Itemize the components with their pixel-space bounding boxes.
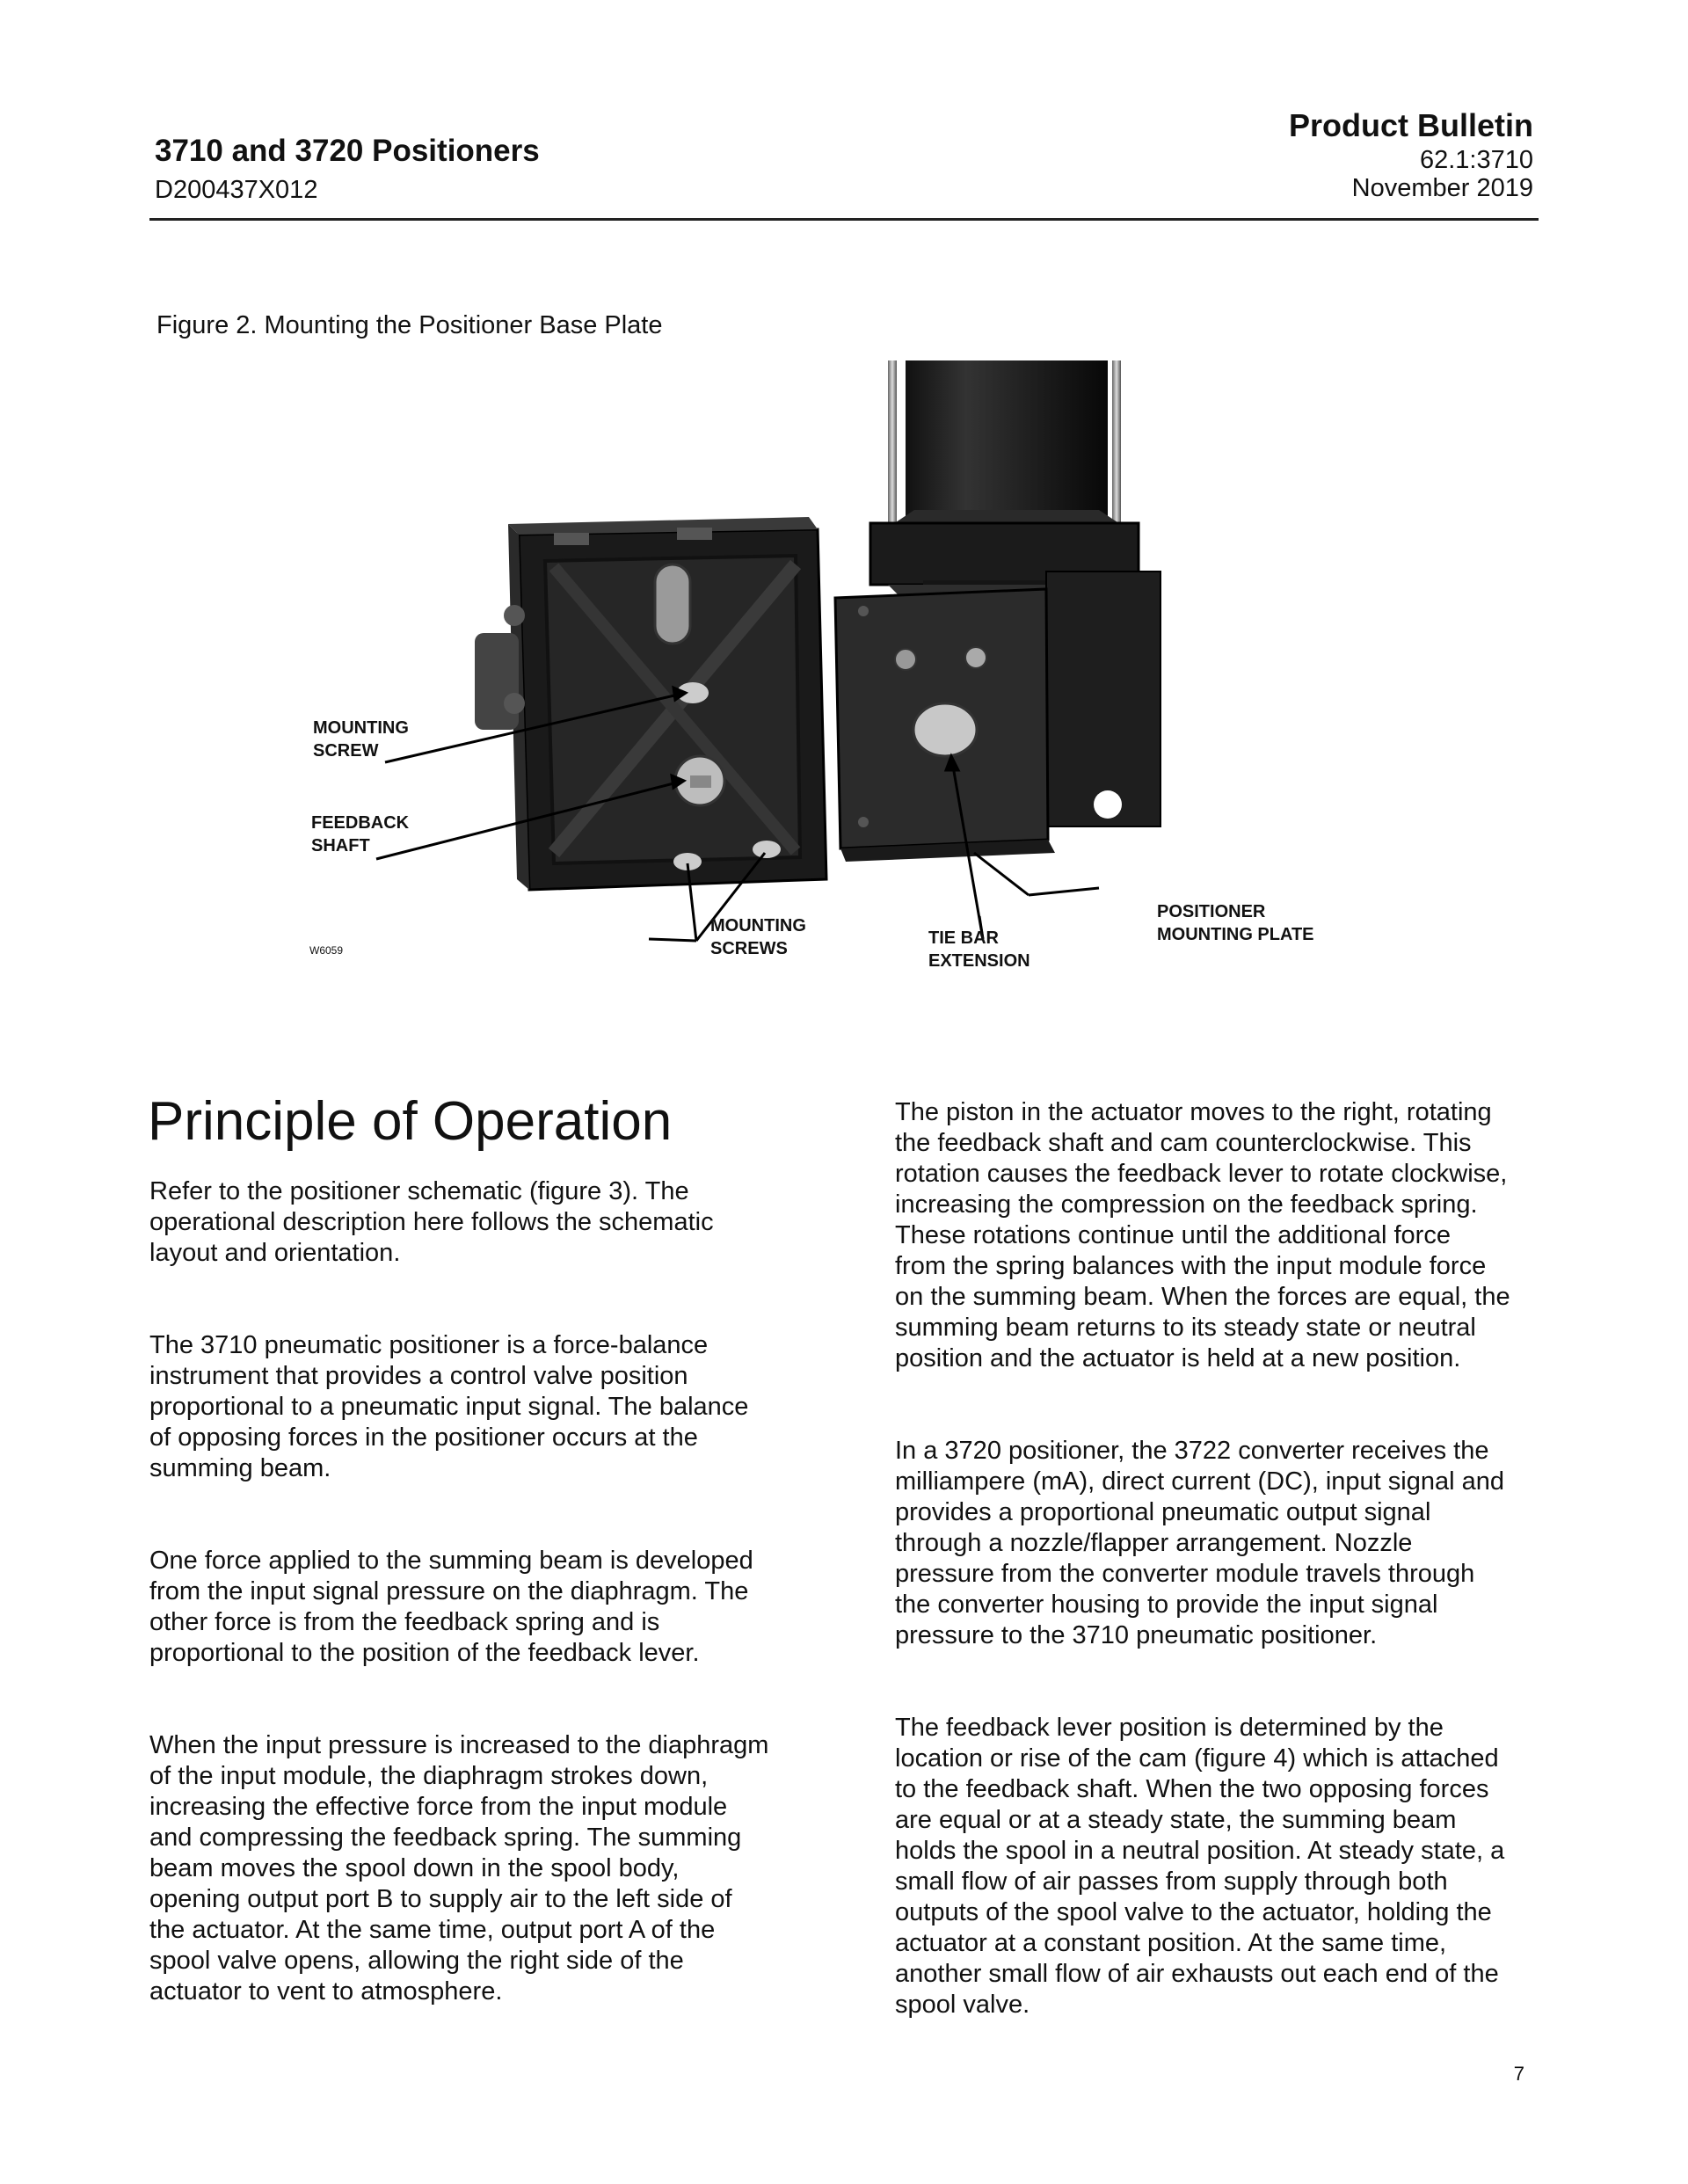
page-number: 7 bbox=[1513, 2063, 1524, 2085]
callout-mounting-screw: MOUNTING SCREW bbox=[313, 718, 409, 761]
paragraph: One force applied to the summing beam is developed from the input signal pressure on the diaphragm. The other force is from the feedback spring and is proportional to the position of the feedback lever. bbox=[149, 1547, 753, 1667]
figure-caption: Figure 2. Mounting the Positioner Base Plate bbox=[156, 311, 663, 339]
paragraph: Refer to the positioner schematic (figure 3). The operational description here follows the schematic layout and orientation. bbox=[149, 1177, 714, 1267]
paragraph: The piston in the actuator moves to the right, rotating the feedback shaft and cam counterclockwise. This rotation causes the feedback lever to rotate clockwise, increasing the compression on the feedback spring. These rotations continue until the additional force from the spring balances with the input module force on the summing beam. When the forces are equal, the summing beam returns to its steady state or neutral position and the actuator is held at a new position. bbox=[895, 1098, 1510, 1372]
section-title: Principle of Operation bbox=[148, 1091, 673, 1152]
figure-code: W6059 bbox=[309, 944, 344, 957]
callout-mounting-screws: MOUNTING SCREWS bbox=[710, 916, 806, 958]
left-column bbox=[149, 1176, 818, 2069]
callout-feedback-shaft: FEEDBACK SHAFT bbox=[311, 813, 410, 855]
paragraph: In a 3720 positioner, the 3722 converter receives the milliampere (mA), direct current (DC), input signal and provides a proportional pneumatic output signal through a nozzle/flapper arrangement. Nozzle pressure from the converter module travels through the converter housing to provide the input signal pressure to the 3710 pneumatic positioner. bbox=[895, 1437, 1504, 1649]
paragraph: When the input pressure is increased to the diaphragm of the input module, the diaphragm strokes down, increasing the effective force from the input module and compressing the feedback spring. The summing beam moves the spool down in the spool body, opening output port B to supply air to the left side of the actuator. At the same time, output port A of the spool valve opens, allowing the right side of the actuator to vent to atmosphere. bbox=[149, 1731, 769, 2006]
paragraph: The 3710 pneumatic positioner is a force-balance instrument that provides a control valve position proportional to a pneumatic input signal. The balance of opposing forces in the positioner occurs at the summing beam. bbox=[149, 1331, 749, 1482]
figure-mounting-photo bbox=[290, 360, 1380, 994]
header-divider bbox=[149, 218, 1539, 221]
document-title: 3710 and 3720 Positioners bbox=[155, 134, 540, 168]
actuator-illustration bbox=[835, 360, 1160, 862]
base-plate-illustration bbox=[475, 517, 826, 890]
bulletin-date: November 2019 bbox=[1351, 174, 1533, 202]
callout-tie-bar-extension: TIE BAR EXTENSION bbox=[928, 928, 1030, 971]
bulletin-type: Product Bulletin bbox=[1289, 107, 1533, 143]
right-column bbox=[895, 1097, 1546, 2082]
figure-illustration bbox=[290, 360, 1380, 994]
paragraph: The feedback lever position is determined by the location or rise of the cam (figure 4) which is attached to the feedback shaft. When the two opposing forces are equal or at a steady state, the summing beam holds the spool in a neutral position. At steady state, a small flow of air passes from supply through both outputs of the spool valve to the actuator, holding the actuator at a constant position. At the same time, another small flow of air exhausts out each end of the spool valve. bbox=[895, 1714, 1505, 2019]
bulletin-number: 62.1:3710 bbox=[1419, 146, 1533, 174]
callout-positioner-mounting-plate: POSITIONER MOUNTING PLATE bbox=[1157, 902, 1314, 944]
document-code: D200437X012 bbox=[155, 176, 318, 204]
